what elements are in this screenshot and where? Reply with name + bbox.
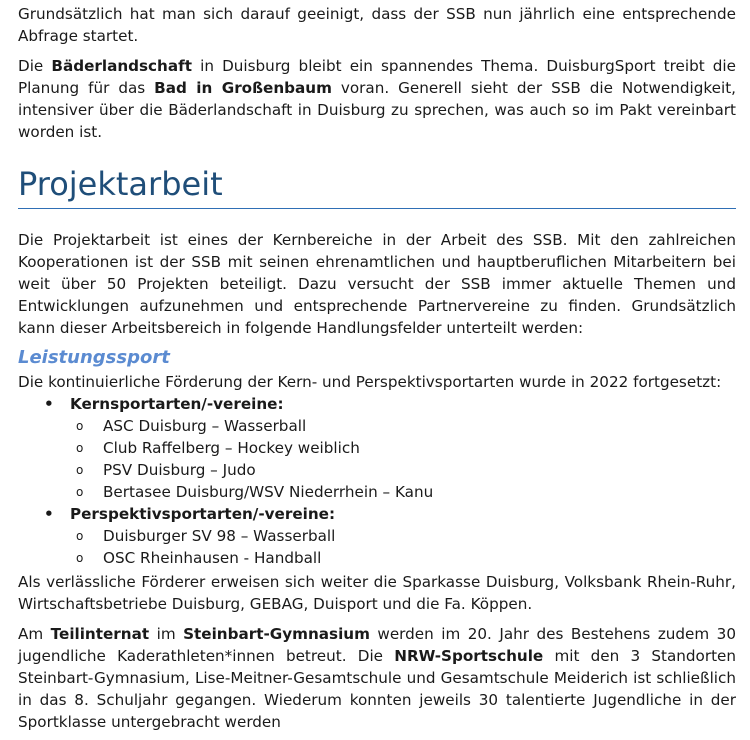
bold-term-teilinternat: Teilinternat [50,625,150,643]
sponsors-paragraph: Als verlässliche Förderer erweisen sich weiter die Sparkasse Duisburg, Volksbank Rhein-Ruhr, Wirtschaftsbetriebe Duisburg, GEBAG, Duisport und die Fa. Köppen. [18,573,736,613]
subheading-leistungssport: Leistungssport [18,347,170,368]
bold-term-baederlandschaft: Bäderlandschaft [51,57,192,75]
sub-list [70,415,736,503]
text-run: im [149,625,184,643]
list-item [70,415,736,437]
text-run: mit den 3 Standorten Steinbart-Gymnasium, Lise-Meitner-Gesamtschule und Gesamtschule Meiderich ist schließlich in das 8. Schuljahr gegangen. Wiederum konnten jeweils 30 talentierte Jugendliche in der Sportklasse untergebracht werden [18,647,736,731]
group-kernsportarten [18,393,736,503]
list-item [70,525,736,547]
intro-paragraph-baths [18,55,736,143]
circle-bullet-icon: o [76,419,84,433]
section-intro-paragraph: Die Projektarbeit ist eines der Kernbereiche in der Arbeit des SSB. Mit den zahlreichen Kooperationen ist der SSB mit seinen ehrenamtlichen und hauptberuflichen Mitarbeitern bei weit über 50 Projekten beteiligt. Dazu versucht der SSB immer aktuelle Themen und Entwicklungen aufzunehmen und entsprechende Partnervereine zu finden. Grundsätzlich kann dieser Arbeitsbereich in folgende Handlungsfelder unterteilt werden: [18,231,736,337]
list-item-label: Club Raffelberg – Hockey weiblich [103,439,360,457]
list-item [70,437,736,459]
document-page [18,3,736,733]
bold-term-bad-grossenbaum: Bad in Großenbaum [154,79,332,97]
sport-groups-list [18,393,736,569]
text-run: Die [18,57,52,75]
group-label: Perspektivsportarten/-vereine: [70,505,336,523]
sub-list [70,525,736,569]
list-item [70,481,736,503]
list-item-label: PSV Duisburg – Judo [103,461,256,479]
list-item-label: Bertasee Duisburg/WSV Niederrhein – Kanu [103,483,434,501]
text-run: in Duisburg bleibt ein spannendes Thema. DuisburgSport treibt die Planung für das [18,57,736,97]
text-run: Am [18,625,51,643]
circle-bullet-icon: o [76,529,84,543]
bullet-icon: • [44,395,54,413]
text-run: werden im 20. Jahr des Bestehens zudem 30 jugendliche Kaderathleten*innen betreut. Die [18,625,736,665]
circle-bullet-icon: o [76,551,84,565]
bold-term-nrw-sportschule: NRW-Sportschule [394,647,544,665]
list-item-label: Duisburger SV 98 – Wasserball [103,527,336,545]
list-item [70,547,736,569]
circle-bullet-icon: o [76,441,84,455]
section-heading-projektarbeit: Projektarbeit [18,164,736,209]
circle-bullet-icon: o [76,463,84,477]
leistungssport-lead: Die kontinuierliche Förderung der Kern- und Perspektivsportarten wurde in 2022 fortgesetzt: [18,373,722,391]
sportschule-paragraph [18,623,736,733]
group-perspektivsportarten [18,503,736,569]
text-run: voran. Generell sieht der SSB die Notwendigkeit, intensiver über die Bäderlandschaft in Duisburg zu sprechen, was auch so im Pakt vereinbart worden ist. [18,79,736,141]
group-label: Kernsportarten/-vereine: [70,395,284,413]
circle-bullet-icon: o [76,485,84,499]
list-item-label: OSC Rheinhausen - Handball [103,549,322,567]
bullet-icon: • [44,505,54,523]
intro-paragraph-survey: Grundsätzlich hat man sich darauf geeinigt, dass der SSB nun jährlich eine entsprechende Abfrage startet. [18,5,736,45]
list-item-label: ASC Duisburg – Wasserball [103,417,307,435]
list-item [70,459,736,481]
bold-term-steinbart-gymnasium: Steinbart-Gymnasium [183,625,370,643]
